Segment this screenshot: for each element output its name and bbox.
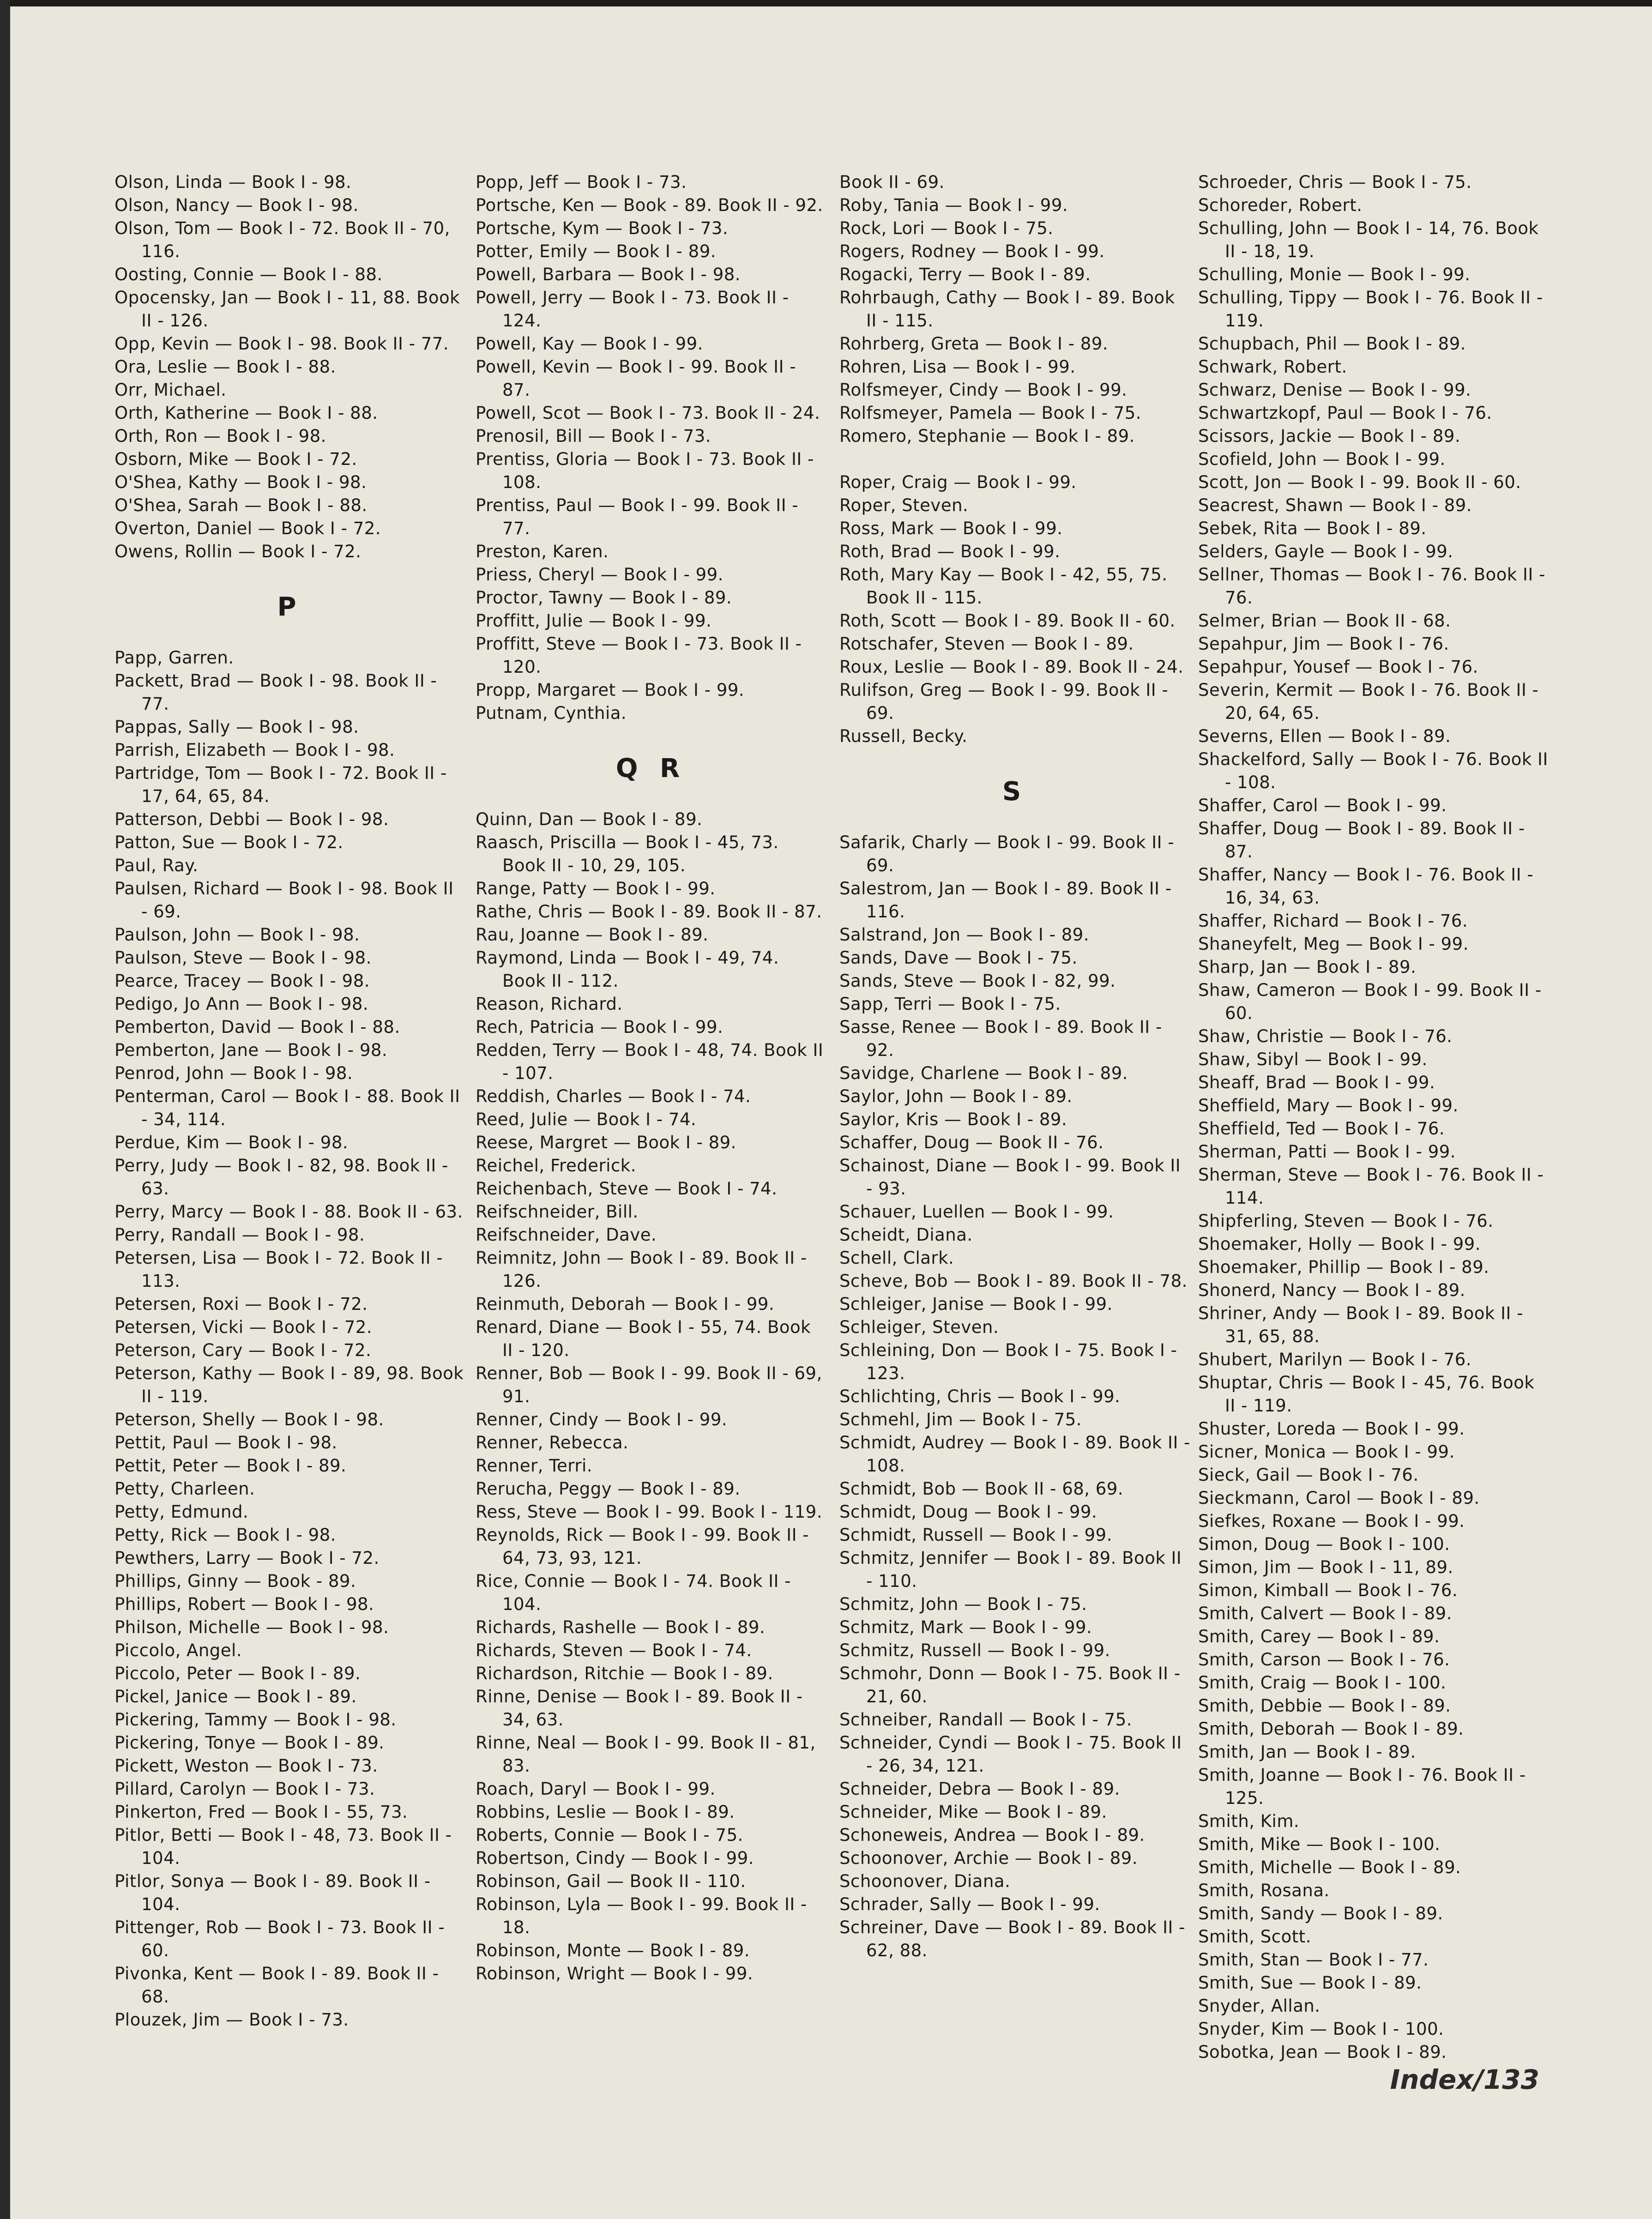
index-entry: Pickering, Tonye — Book I - 89. bbox=[115, 1733, 385, 1753]
index-entry: Putnam, Cynthia. bbox=[476, 703, 627, 723]
index-entry: Schmohr, Donn — Book I - 75. Book II - 21, 60. bbox=[839, 1664, 1181, 1706]
index-entry: Shonerd, Nancy — Book I - 89. bbox=[1198, 1280, 1465, 1300]
section-spacer bbox=[839, 448, 1190, 471]
index-entry: Renner, Terri. bbox=[476, 1456, 593, 1476]
index-entry: Renner, Bob — Book I - 99. Book II - 69, 91. bbox=[476, 1363, 822, 1406]
index-entry: Selders, Gayle — Book I - 99. bbox=[1198, 542, 1453, 561]
index-entry: Schneider, Debra — Book I - 89. bbox=[839, 1779, 1120, 1799]
section-letter-heading: P bbox=[277, 592, 303, 622]
index-entry: Robertson, Cindy — Book I - 99. bbox=[476, 1848, 754, 1868]
index-entry: Smith, Sue — Book I - 89. bbox=[1198, 1973, 1422, 1993]
index-entry: Pearce, Tracey — Book I - 98. bbox=[115, 971, 370, 991]
index-entry: Schulling, Monie — Book I - 99. bbox=[1198, 265, 1471, 284]
index-entry: Schneider, Cyndi — Book I - 75. Book II - 26, 34, 121. bbox=[839, 1733, 1182, 1776]
index-entry: Scott, Jon — Book I - 99. Book II - 60. bbox=[1198, 472, 1521, 492]
index-entry: Schrader, Sally — Book I - 99. bbox=[839, 1894, 1100, 1914]
index-entry: Schwartzkopf, Paul — Book I - 76. bbox=[1198, 403, 1492, 423]
index-entry: Pitlor, Betti — Book I - 48, 73. Book II - 104. bbox=[115, 1825, 452, 1868]
index-entry: Sicner, Monica — Book I - 99. bbox=[1198, 1442, 1455, 1462]
index-entry: Portsche, Ken — Book - 89. Book II - 92. bbox=[476, 195, 823, 215]
index-entry: Papp, Garren. bbox=[115, 648, 234, 668]
index-entry: Rinne, Denise — Book I - 89. Book II - 34, 63. bbox=[476, 1687, 803, 1730]
index-entry: Salstrand, Jon — Book I - 89. bbox=[839, 925, 1090, 945]
index-entry: Savidge, Charlene — Book I - 89. bbox=[839, 1063, 1128, 1083]
index-entry: Powell, Kevin — Book I - 99. Book II - 87. bbox=[476, 357, 796, 400]
index-entry: Sands, Dave — Book I - 75. bbox=[839, 948, 1078, 968]
index-entry: Schmitz, Jennifer — Book I - 89. Book II - 110. bbox=[839, 1548, 1182, 1591]
index-entry: Pemberton, David — Book I - 88. bbox=[115, 1017, 400, 1037]
index-entry: Phillips, Ginny — Book - 89. bbox=[115, 1571, 356, 1591]
index-entry: O'Shea, Kathy — Book I - 98. bbox=[115, 472, 367, 492]
index-entry: Peterson, Cary — Book I - 72. bbox=[115, 1340, 372, 1360]
index-entry: Schmidt, Bob — Book II - 68, 69. bbox=[839, 1479, 1124, 1499]
index-entry: O'Shea, Sarah — Book I - 88. bbox=[115, 495, 368, 515]
index-entry: Smith, Sandy — Book I - 89. bbox=[1198, 1904, 1443, 1924]
index-entry: Pitlor, Sonya — Book I - 89. Book II - 104. bbox=[115, 1871, 431, 1914]
index-entry: Petty, Rick — Book I - 98. bbox=[115, 1525, 336, 1545]
index-entry: Reifschneider, Bill. bbox=[476, 1202, 639, 1222]
index-entry: Paulson, John — Book I - 98. bbox=[115, 925, 360, 945]
index-entry: Smith, Rosana. bbox=[1198, 1881, 1330, 1900]
index-entry: Powell, Jerry — Book I - 73. Book II - 124. bbox=[476, 288, 789, 331]
index-entry: Robinson, Monte — Book I - 89. bbox=[476, 1941, 750, 1960]
index-entry: Sheffield, Mary — Book I - 99. bbox=[1198, 1096, 1459, 1116]
index-entry: Schmehl, Jim — Book I - 75. bbox=[839, 1410, 1082, 1429]
index-entry: Sobotka, Jean — Book I - 89. bbox=[1198, 2042, 1447, 2062]
index-entry: Sherman, Steve — Book I - 76. Book II - 114. bbox=[1198, 1165, 1544, 1208]
page-number-label: Index/133 bbox=[1390, 2064, 1539, 2095]
index-entry: Snyder, Allan. bbox=[1198, 1996, 1320, 2016]
index-entry: Renner, Cindy — Book I - 99. bbox=[476, 1410, 728, 1429]
index-entry: Prentiss, Paul — Book I - 99. Book II - 77. bbox=[476, 495, 799, 538]
index-entry: Opp, Kevin — Book I - 98. Book II - 77. bbox=[115, 334, 449, 354]
index-entry: Schlichting, Chris — Book I - 99. bbox=[839, 1387, 1121, 1406]
index-entry: Prentiss, Gloria — Book I - 73. Book II - 108. bbox=[476, 449, 814, 492]
index-entry: Preston, Karen. bbox=[476, 542, 609, 561]
index-entry: Orth, Ron — Book I - 98. bbox=[115, 426, 326, 446]
index-entry: Schmitz, Russell — Book I - 99. bbox=[839, 1640, 1110, 1660]
index-entry: Peterson, Shelly — Book I - 98. bbox=[115, 1410, 384, 1429]
index-entry: Sepahpur, Yousef — Book I - 76. bbox=[1198, 657, 1478, 677]
index-entry: Rogacki, Terry — Book I - 89. bbox=[839, 265, 1091, 284]
index-entry: Simon, Jim — Book I - 11, 89. bbox=[1198, 1557, 1453, 1577]
index-entry: Simon, Kimball — Book I - 76. bbox=[1198, 1580, 1458, 1600]
index-entry: Reese, Margret — Book I - 89. bbox=[476, 1133, 736, 1152]
index-entry: Severin, Kermit — Book I - 76. Book II - 20, 64, 65. bbox=[1198, 680, 1539, 723]
index-entry: Siefkes, Roxane — Book I - 99. bbox=[1198, 1511, 1465, 1531]
index-entry: Opocensky, Jan — Book I - 11, 88. Book II - 126. bbox=[115, 288, 460, 331]
index-entry: Robinson, Wright — Book I - 99. bbox=[476, 1964, 754, 1984]
index-entry: Scheve, Bob — Book I - 89. Book II - 78. bbox=[839, 1271, 1188, 1291]
index-entry: Reason, Richard. bbox=[476, 994, 623, 1014]
index-column-4 bbox=[1198, 171, 1549, 2064]
index-entry: Scheidt, Diana. bbox=[839, 1225, 973, 1245]
index-entry: Petersen, Vicki — Book I - 72. bbox=[115, 1317, 373, 1337]
index-entry: Smith, Calvert — Book I - 89. bbox=[1198, 1604, 1452, 1623]
index-entry: Schwarz, Denise — Book I - 99. bbox=[1198, 380, 1471, 400]
index-entry: Raasch, Priscilla — Book I - 45, 73. Book II - 10, 29, 105. bbox=[476, 832, 779, 875]
index-entry: Shaffer, Nancy — Book I - 76. Book II - 16, 34, 63. bbox=[1198, 865, 1534, 908]
index-entry: Pettit, Paul — Book I - 98. bbox=[115, 1433, 338, 1453]
index-entry: Smith, Carey — Book I - 89. bbox=[1198, 1627, 1440, 1646]
index-entry: Simon, Doug — Book I - 100. bbox=[1198, 1534, 1450, 1554]
index-entry: Smith, Craig — Book I - 100. bbox=[1198, 1673, 1447, 1693]
index-entry: Smith, Jan — Book I - 89. bbox=[1198, 1742, 1416, 1762]
index-entry: Petty, Charleen. bbox=[115, 1479, 255, 1499]
index-entry: Pickett, Weston — Book I - 73. bbox=[115, 1756, 378, 1776]
index-entry: Smith, Kim. bbox=[1198, 1811, 1300, 1831]
index-entry: Smith, Michelle — Book I - 89. bbox=[1198, 1857, 1461, 1877]
index-entry: Paulson, Steve — Book I - 98. bbox=[115, 948, 372, 968]
index-entry: Richardson, Ritchie — Book I - 89. bbox=[476, 1664, 773, 1683]
index-entry: Pivonka, Kent — Book I - 89. Book II - 68. bbox=[115, 1964, 439, 2007]
index-entry: Saylor, John — Book I - 89. bbox=[839, 1086, 1073, 1106]
index-entry: Shackelford, Sally — Book I - 76. Book II - 108. bbox=[1198, 749, 1548, 792]
index-entry: Olson, Linda — Book I - 98. bbox=[115, 172, 352, 192]
index-entry: Owens, Rollin — Book I - 72. bbox=[115, 542, 362, 561]
index-entry: Reynolds, Rick — Book I - 99. Book II - 64, 73, 93, 121. bbox=[476, 1525, 809, 1568]
index-entry: Rock, Lori — Book I - 75. bbox=[839, 218, 1054, 238]
index-entry: Shaffer, Carol — Book I - 99. bbox=[1198, 796, 1447, 815]
index-entry: Shoemaker, Holly — Book I - 99. bbox=[1198, 1234, 1481, 1254]
index-entry: Schainost, Diane — Book I - 99. Book II - 93. bbox=[839, 1156, 1181, 1199]
index-entry: Reinmuth, Deborah — Book I - 99. bbox=[476, 1294, 775, 1314]
index-entry: Schmidt, Russell — Book I - 99. bbox=[839, 1525, 1112, 1545]
index-entry: Schreiner, Dave — Book I - 89. Book II - 62, 88. bbox=[839, 1918, 1186, 1960]
page-top-edge bbox=[0, 0, 1652, 6]
index-entry: Schmidt, Doug — Book I - 99. bbox=[839, 1502, 1097, 1522]
index-entry: Safarik, Charly — Book I - 99. Book II - 69. bbox=[839, 832, 1175, 875]
index-entry: Roper, Craig — Book I - 99. bbox=[839, 472, 1077, 492]
index-entry: Powell, Barbara — Book I - 98. bbox=[476, 265, 741, 284]
index-entry: Schwark, Robert. bbox=[1198, 357, 1347, 377]
index-entry: Oosting, Connie — Book I - 88. bbox=[115, 265, 383, 284]
index-entry: Perdue, Kim — Book I - 98. bbox=[115, 1133, 349, 1152]
index-entry: Robinson, Gail — Book II - 110. bbox=[476, 1871, 746, 1891]
index-entry: Sebek, Rita — Book I - 89. bbox=[1198, 519, 1427, 538]
index-entry: Rice, Connie — Book I - 74. Book II - 104. bbox=[476, 1571, 791, 1614]
index-entry: Rathe, Chris — Book I - 89. Book II - 87. bbox=[476, 902, 822, 922]
index-entry: Shriner, Andy — Book I - 89. Book II - 31, 65, 88. bbox=[1198, 1303, 1524, 1346]
index-entry: Richards, Steven — Book I - 74. bbox=[476, 1640, 752, 1660]
index-entry: Reichel, Frederick. bbox=[476, 1156, 636, 1176]
index-entry: Rolfsmeyer, Cindy — Book I - 99. bbox=[839, 380, 1127, 400]
index-entry: Shoemaker, Phillip — Book I - 89. bbox=[1198, 1257, 1489, 1277]
index-entry: Ora, Leslie — Book I - 88. bbox=[115, 357, 336, 377]
index-entry: Schauer, Luellen — Book I - 99. bbox=[839, 1202, 1114, 1222]
index-entry: Osborn, Mike — Book I - 72. bbox=[115, 449, 357, 469]
index-entry: Smith, Mike — Book I - 100. bbox=[1198, 1834, 1441, 1854]
index-entry: Smith, Scott. bbox=[1198, 1927, 1312, 1947]
index-entry: Rerucha, Peggy — Book I - 89. bbox=[476, 1479, 741, 1499]
index-entry: Roberts, Connie — Book I - 75. bbox=[476, 1825, 743, 1845]
index-entry: Pickering, Tammy — Book I - 98. bbox=[115, 1710, 397, 1730]
index-entry: Rolfsmeyer, Pamela — Book I - 75. bbox=[839, 403, 1142, 423]
index-entry: Romero, Stephanie — Book I - 89. bbox=[839, 426, 1135, 446]
index-entry: Robinson, Lyla — Book I - 99. Book II - 18. bbox=[476, 1894, 807, 1937]
index-entry: Smith, Deborah — Book I - 89. bbox=[1198, 1719, 1464, 1739]
index-entry: Pinkerton, Fred — Book I - 55, 73. bbox=[115, 1802, 408, 1822]
index-entry: Shuptar, Chris — Book I - 45, 76. Book II - 119. bbox=[1198, 1373, 1535, 1416]
index-entry: Schroeder, Chris — Book I - 75. bbox=[1198, 172, 1472, 192]
index-entry: Snyder, Kim — Book I - 100. bbox=[1198, 2019, 1444, 2039]
index-entry: Schaffer, Doug — Book II - 76. bbox=[839, 1133, 1104, 1152]
index-entry: Roach, Daryl — Book I - 99. bbox=[476, 1779, 716, 1799]
index-entry: Quinn, Dan — Book I - 89. bbox=[476, 809, 703, 829]
index-entry: Pettit, Peter — Book I - 89. bbox=[115, 1456, 347, 1476]
index-entry: Sherman, Patti — Book I - 99. bbox=[1198, 1142, 1456, 1162]
index-entry: Perry, Randall — Book I - 98. bbox=[115, 1225, 365, 1245]
index-entry: Reichenbach, Steve — Book I - 74. bbox=[476, 1179, 778, 1199]
index-entry: Schleining, Don — Book I - 75. Book I - 123. bbox=[839, 1340, 1177, 1383]
index-entry: Sasse, Renee — Book I - 89. Book II - 92. bbox=[839, 1017, 1162, 1060]
index-entry: Pittenger, Rob — Book I - 73. Book II - 60. bbox=[115, 1918, 445, 1960]
index-entry: Rotschafer, Steven — Book I - 89. bbox=[839, 634, 1134, 654]
index-entry: Powell, Kay — Book I - 99. bbox=[476, 334, 703, 354]
index-entry: Rech, Patricia — Book I - 99. bbox=[476, 1017, 724, 1037]
index-entry: Sieckmann, Carol — Book I - 89. bbox=[1198, 1488, 1480, 1508]
index-entry: Piccolo, Angel. bbox=[115, 1640, 242, 1660]
index-entry: Reifschneider, Dave. bbox=[476, 1225, 657, 1245]
index-entry: Schneiber, Randall — Book I - 75. bbox=[839, 1710, 1132, 1730]
index-entry: Petty, Edmund. bbox=[115, 1502, 249, 1522]
index-entry: Ross, Mark — Book I - 99. bbox=[839, 519, 1063, 538]
index-entry: Shaffer, Richard — Book I - 76. bbox=[1198, 911, 1468, 931]
index-entry: Saylor, Kris — Book I - 89. bbox=[839, 1110, 1067, 1129]
index-entry: Smith, Debbie — Book I - 89. bbox=[1198, 1696, 1451, 1716]
index-entry: Raymond, Linda — Book I - 49, 74. Book II - 112. bbox=[476, 948, 779, 991]
index-entry: Sheaff, Brad — Book I - 99. bbox=[1198, 1073, 1435, 1092]
index-entry: Scofield, John — Book I - 99. bbox=[1198, 449, 1446, 469]
index-entry: Rohrberg, Greta — Book I - 89. bbox=[839, 334, 1109, 354]
index-entry: Orth, Katherine — Book I - 88. bbox=[115, 403, 378, 423]
index-column-1 bbox=[115, 171, 465, 2032]
index-entry: Prenosil, Bill — Book I - 73. bbox=[476, 426, 711, 446]
index-entry: Ress, Steve — Book I - 99. Book I - 119. bbox=[476, 1502, 823, 1522]
index-entry: Reimnitz, John — Book I - 89. Book II - 126. bbox=[476, 1248, 807, 1291]
index-entry: Sheffield, Ted — Book I - 76. bbox=[1198, 1119, 1445, 1139]
index-entry: Powell, Scot — Book I - 73. Book II - 24. bbox=[476, 403, 820, 423]
index-entry: Phillips, Robert — Book I - 98. bbox=[115, 1594, 374, 1614]
index-entry: Shaw, Cameron — Book I - 99. Book II - 60. bbox=[1198, 980, 1542, 1023]
index-entry: Severns, Ellen — Book I - 89. bbox=[1198, 726, 1451, 746]
index-entry: Roby, Tania — Book I - 99. bbox=[839, 195, 1068, 215]
index-entry: Pemberton, Jane — Book I - 98. bbox=[115, 1040, 388, 1060]
index-entry: Patton, Sue — Book I - 72. bbox=[115, 832, 344, 852]
index-entry: Schneider, Mike — Book I - 89. bbox=[839, 1802, 1107, 1822]
section-letter-heading: S bbox=[1002, 777, 1028, 807]
index-entry: Olson, Nancy — Book I - 98. bbox=[115, 195, 359, 215]
index-entry: Roper, Steven. bbox=[839, 495, 969, 515]
index-entry: Renner, Rebecca. bbox=[476, 1433, 629, 1453]
index-entry: Orr, Michael. bbox=[115, 380, 227, 400]
index-entry: Packett, Brad — Book I - 98. Book II - 77. bbox=[115, 671, 437, 714]
index-entry: Penterman, Carol — Book I - 88. Book II - 34, 114. bbox=[115, 1086, 460, 1129]
index-entry: Reed, Julie — Book I - 74. bbox=[476, 1110, 697, 1129]
index-entry: Schmitz, Mark — Book I - 99. bbox=[839, 1617, 1092, 1637]
index-entry: Shaneyfelt, Meg — Book I - 99. bbox=[1198, 934, 1469, 954]
index-entry: Proctor, Tawny — Book I - 89. bbox=[476, 588, 732, 608]
index-entry: Pewthers, Larry — Book I - 72. bbox=[115, 1548, 380, 1568]
index-entry: Propp, Margaret — Book I - 99. bbox=[476, 680, 745, 700]
index-entry: Schell, Clark. bbox=[839, 1248, 954, 1268]
index-entry: Smith, Carson — Book I - 76. bbox=[1198, 1650, 1450, 1670]
index-entry: Proffitt, Julie — Book I - 99. bbox=[476, 611, 712, 631]
index-entry: Roth, Brad — Book I - 99. bbox=[839, 542, 1061, 561]
index-entry: Schleiger, Janise — Book I - 99. bbox=[839, 1294, 1113, 1314]
index-entry: Pedigo, Jo Ann — Book I - 98. bbox=[115, 994, 369, 1014]
index-entry: Sapp, Terri — Book I - 75. bbox=[839, 994, 1061, 1014]
index-entry: Shaw, Sibyl — Book I - 99. bbox=[1198, 1049, 1428, 1069]
index-entry: Redden, Terry — Book I - 48, 74. Book II - 107. bbox=[476, 1040, 824, 1083]
index-entry: Shipferling, Steven — Book I - 76. bbox=[1198, 1211, 1494, 1231]
index-entry: Roth, Mary Kay — Book I - 42, 55, 75. Book II - 115. bbox=[839, 565, 1168, 608]
index-entry: Reddish, Charles — Book I - 74. bbox=[476, 1086, 751, 1106]
index-entry: Richards, Rashelle — Book I - 89. bbox=[476, 1617, 766, 1637]
index-entry: Range, Patty — Book I - 99. bbox=[476, 879, 716, 898]
index-entry: Schulling, John — Book I - 14, 76. Book II - 18, 19. bbox=[1198, 218, 1539, 261]
index-entry: Rohren, Lisa — Book I - 99. bbox=[839, 357, 1076, 377]
index-entry: Shubert, Marilyn — Book I - 76. bbox=[1198, 1350, 1472, 1369]
index-entry: Rogers, Rodney — Book I - 99. bbox=[839, 241, 1105, 261]
index-entry: Smith, Joanne — Book I - 76. Book II - 125. bbox=[1198, 1765, 1526, 1808]
index-column-3 bbox=[839, 171, 1190, 1962]
index-entry: Proffitt, Steve — Book I - 73. Book II - 120. bbox=[476, 634, 802, 677]
index-entry: Rulifson, Greg — Book I - 99. Book II - 69. bbox=[839, 680, 1169, 723]
index-entry: Smith, Stan — Book I - 77. bbox=[1198, 1950, 1429, 1970]
index-column-2 bbox=[476, 171, 826, 1985]
index-entry: Schleiger, Steven. bbox=[839, 1317, 999, 1337]
index-entry: Perry, Judy — Book I - 82, 98. Book II - 63. bbox=[115, 1156, 448, 1199]
index-entry: Schoonover, Diana. bbox=[839, 1871, 1011, 1891]
index-entry: Philson, Michelle — Book I - 98. bbox=[115, 1617, 389, 1637]
index-entry: Russell, Becky. bbox=[839, 726, 968, 746]
index-entry: Olson, Tom — Book I - 72. Book II - 70, 116. bbox=[115, 218, 450, 261]
index-entry: Robbins, Leslie — Book I - 89. bbox=[476, 1802, 735, 1822]
index-entry: Sieck, Gail — Book I - 76. bbox=[1198, 1465, 1419, 1485]
index-entry: Roux, Leslie — Book I - 89. Book II - 24. bbox=[839, 657, 1184, 677]
index-entry: Schoonover, Archie — Book I - 89. bbox=[839, 1848, 1138, 1868]
index-entry: Pillard, Carolyn — Book I - 73. bbox=[115, 1779, 375, 1799]
index-entry: Salestrom, Jan — Book I - 89. Book II - 116. bbox=[839, 879, 1172, 922]
index-entry: Shaffer, Doug — Book I - 89. Book II - 87. bbox=[1198, 819, 1525, 862]
binding-edge bbox=[0, 0, 10, 2219]
index-entry: Schmitz, John — Book I - 75. bbox=[839, 1594, 1087, 1614]
index-entry: Schulling, Tippy — Book I - 76. Book II - 119. bbox=[1198, 288, 1543, 331]
index-entry: Pappas, Sally — Book I - 98. bbox=[115, 717, 359, 737]
index-entry: Partridge, Tom — Book I - 72. Book II - 17, 64, 65, 84. bbox=[115, 763, 447, 806]
index-entry: Roth, Scott — Book I - 89. Book II - 60. bbox=[839, 611, 1176, 631]
index-entry: Scissors, Jackie — Book I - 89. bbox=[1198, 426, 1461, 446]
index-entry: Sharp, Jan — Book I - 89. bbox=[1198, 957, 1417, 977]
index-entry: Book II - 69. bbox=[839, 172, 945, 192]
index-entry: Popp, Jeff — Book I - 73. bbox=[476, 172, 687, 192]
index-entry: Seacrest, Shawn — Book I - 89. bbox=[1198, 495, 1472, 515]
index-entry: Schoreder, Robert. bbox=[1198, 195, 1363, 215]
index-entry: Overton, Daniel — Book I - 72. bbox=[115, 519, 381, 538]
index-entry: Renard, Diane — Book I - 55, 74. Book II - 120. bbox=[476, 1317, 811, 1360]
index-entry: Sands, Steve — Book I - 82, 99. bbox=[839, 971, 1116, 991]
index-entry: Piccolo, Peter — Book I - 89. bbox=[115, 1664, 361, 1683]
index-entry: Potter, Emily — Book I - 89. bbox=[476, 241, 717, 261]
index-entry: Patterson, Debbi — Book I - 98. bbox=[115, 809, 389, 829]
index-entry: Pickel, Janice — Book I - 89. bbox=[115, 1687, 357, 1706]
index-entry: Schupbach, Phil — Book I - 89. bbox=[1198, 334, 1466, 354]
index-entry: Rinne, Neal — Book I - 99. Book II - 81, 83. bbox=[476, 1733, 816, 1776]
index-entry: Sellner, Thomas — Book I - 76. Book II - 76. bbox=[1198, 565, 1545, 608]
index-entry: Sepahpur, Jim — Book I - 76. bbox=[1198, 634, 1449, 654]
index-entry: Plouzek, Jim — Book I - 73. bbox=[115, 2010, 349, 2030]
index-entry: Priess, Cheryl — Book I - 99. bbox=[476, 565, 724, 585]
index-entry: Petersen, Roxi — Book I - 72. bbox=[115, 1294, 368, 1314]
index-entry: Paulsen, Richard — Book I - 98. Book II - 69. bbox=[115, 879, 454, 922]
index-entry: Rau, Joanne — Book I - 89. bbox=[476, 925, 709, 945]
index-entry: Shuster, Loreda — Book I - 99. bbox=[1198, 1419, 1465, 1439]
index-entry: Selmer, Brian — Book II - 68. bbox=[1198, 611, 1451, 631]
index-entry: Perry, Marcy — Book I - 88. Book II - 63. bbox=[115, 1202, 463, 1222]
index-entry: Rohrbaugh, Cathy — Book I - 89. Book II - 115. bbox=[839, 288, 1175, 331]
index-entry: Schoneweis, Andrea — Book I - 89. bbox=[839, 1825, 1145, 1845]
index-entry: Parrish, Elizabeth — Book I - 98. bbox=[115, 740, 395, 760]
index-entry: Peterson, Kathy — Book I - 89, 98. Book II - 119. bbox=[115, 1363, 464, 1406]
index-entry: Petersen, Lisa — Book I - 72. Book II - 113. bbox=[115, 1248, 443, 1291]
index-entry: Penrod, John — Book I - 98. bbox=[115, 1063, 353, 1083]
index-entry: Portsche, Kym — Book I - 73. bbox=[476, 218, 729, 238]
index-entry: Schmidt, Audrey — Book I - 89. Book II - 108. bbox=[839, 1433, 1190, 1476]
section-letter-heading: Q R bbox=[615, 754, 687, 784]
index-entry: Paul, Ray. bbox=[115, 856, 199, 875]
index-entry: Shaw, Christie — Book I - 76. bbox=[1198, 1026, 1453, 1046]
